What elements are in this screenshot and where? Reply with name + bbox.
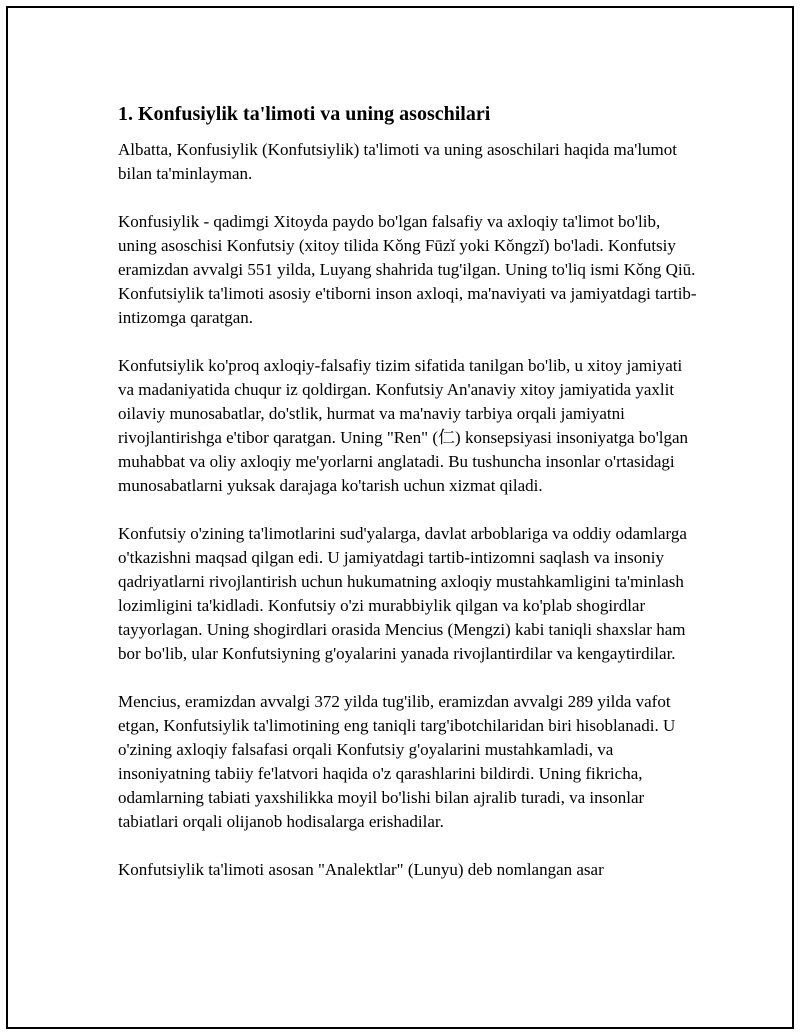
document-body bbox=[118, 100, 698, 882]
page-frame bbox=[6, 6, 794, 1029]
paragraph-mencius: Mencius, eramizdan avvalgi 372 yilda tug'ilib, eramizdan avvalgi 289 yilda vafot etgan, Konfutsiylik ta'limotining eng taniqli targ'ibotchilaridan biri hisoblanadi. U o'zining axloqiy falsafasi orqali Konfutsiy g'oyalarini mustahkamladi, va insoniyatning tabiiy fe'latvori haqida o'z qarashlarini bildirdi. Uning fikricha, odamlarning tabiati yaxshilikka moyil bo'lishi bilan ajralib turadi, va insonlar tabiatlari orqali olijanob hodisalarga erishadilar. bbox=[118, 692, 676, 831]
paragraph-ren-concept: Konfutsiylik ko'proq axloqiy-falsafiy tizim sifatida tanilgan bo'lib, u xitoy jamiyati va madaniyatida chuqur iz qoldirgan. Konfutsiy An'anaviy xitoy jamiyatida yaxlit oilaviy munosabatlar, do'stlik, hurmat va ma'naviy tarbiya orqali jamiyatni rivojlantirishga e'tibor qaratgan. Uning "Ren" (仁) konsepsiyasi insoniyatga bo'lgan muhabbat va oliy axloqiy me'yorlarni anglatadi. Bu tushuncha insonlar o'rtasidagi munosabatlarni yuksak darajaga ko'tarish uchun xizmat qiladi. bbox=[118, 356, 689, 495]
paragraph-analects: Konfutsiylik ta'limoti asosan "Analektlar" (Lunyu) deb nomlangan asar bbox=[118, 860, 604, 879]
paragraph-intro: Albatta, Konfusiylik (Konfutsiylik) ta'limoti va uning asoschilari haqida ma'lumot bilan ta'minlayman. bbox=[118, 140, 678, 183]
document-title: 1. Konfusiylik ta'limoti va uning asoschilari bbox=[118, 103, 491, 125]
paragraph-origins: Konfusiylik - qadimgi Xitoyda paydo bo'lgan falsafiy va axloqiy ta'limot bo'lib, uning asoschisi Konfutsiy (xitoy tilida Kǒng Fūzǐ yoki Kǒngzǐ) bo'ladi. Konfutsiy eramizdan avvalgi 551 yilda, Luyang shahrida tug'ilgan. Uning to'liq ismi Kǒng Qiū. Konfutsiylik ta'limoti asosiy e'tiborni inson axloqi, ma'naviyati va jamiyatdagi tartib-intizomga qaratgan. bbox=[118, 212, 697, 327]
paragraph-teachings: Konfutsiy o'zining ta'limotlarini sud'yalarga, davlat arboblariga va oddiy odamlarga o'tkazishni maqsad qilgan edi. U jamiyatdagi tartib-intizomni saqlash va insoniy qadriyatlarni rivojlantirish uchun hukumatning axloqiy mustahkamligini ta'minlash lozimligini ta'kidladi. Konfutsiy o'zi murabbiylik qilgan va ko'plab shogirdlar tayyorlagan. Uning shogirdlari orasida Mencius (Mengzi) kabi taniqli shaxslar ham bor bo'lib, ular Konfutsiyning g'oyalarini yanada rivojlantirdilar va kengaytirdilar. bbox=[118, 524, 687, 663]
